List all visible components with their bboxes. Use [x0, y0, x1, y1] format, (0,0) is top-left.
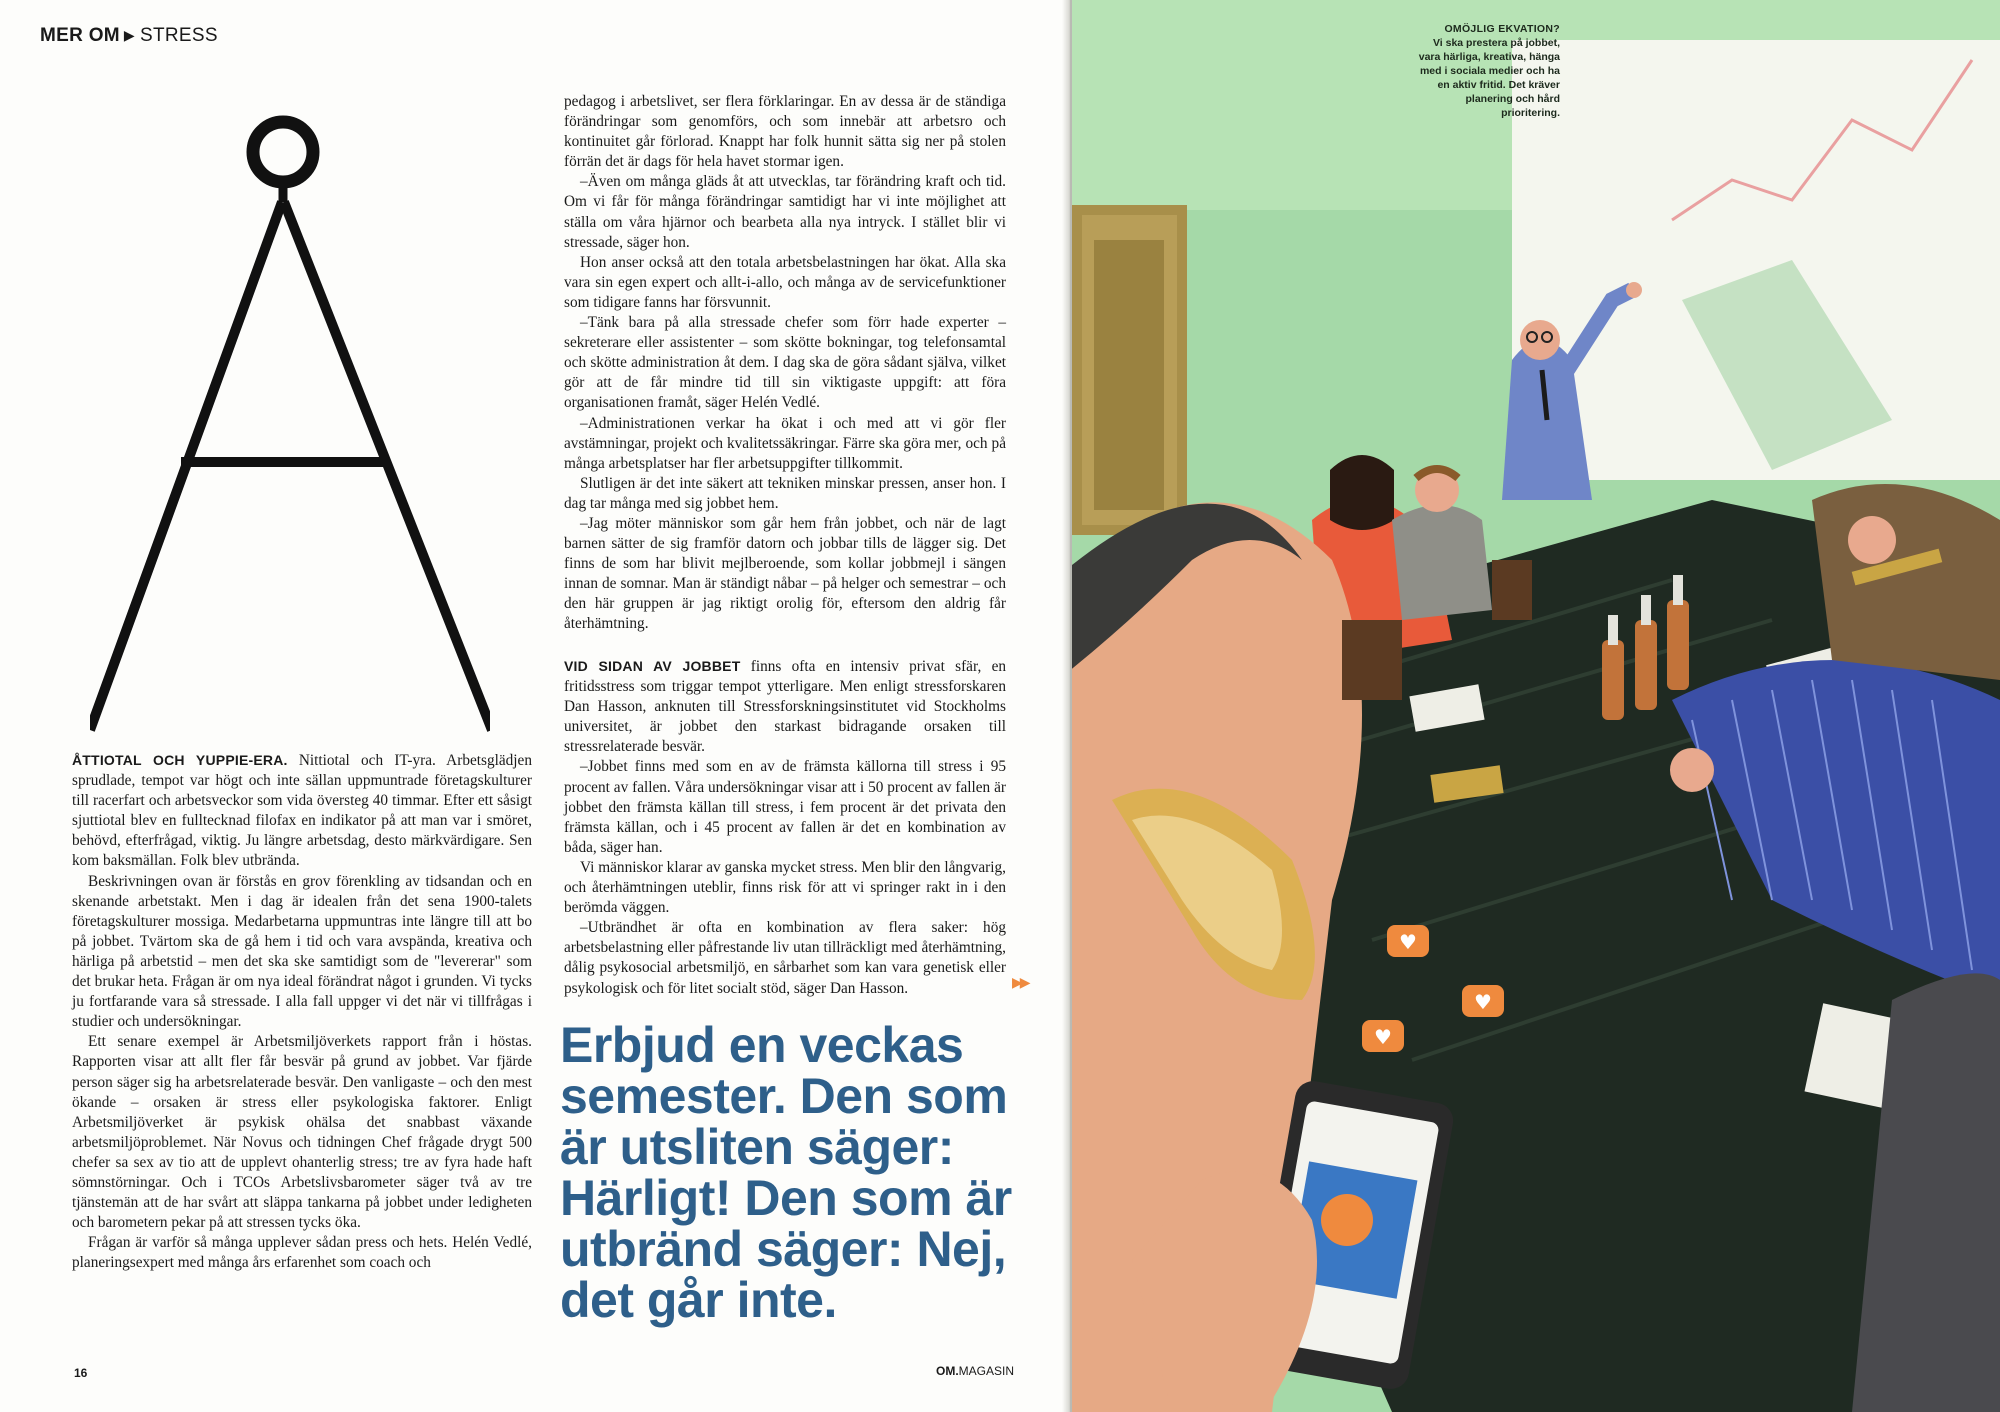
paragraph: Ett senare exempel är Arbetsmiljöverkets rapport från i höstas. Rapporten visar att allt fler får besvär på grund av jobbet. Var fjärde person säger sig ha arbetsrelaterade besvär. Den vanligaste – och den mest ökande – orsaken är stress eller psykologiska faktorer. Enligt Arbetsmiljöverket är psykisk ohälsa det snabbast växande arbetsmiljöproblemet. När Novus och tidningen Chef frågade drygt 500 chefer sa sex av tio att de upplevt ohanterlig stress; tre av fyra hade haft sömnstörningar. Och i TCOs Arbetslivsbarometer säger två av tre tjänstemän att de har svårt att släppa tankarna på jobbet under ledigheten och barometern pekar på att stressen tycks öka.	[72, 1033, 532, 1232]
section-name: MER OM	[40, 25, 120, 46]
paragraph: Frågan är varför så många upplever sådan press och hets. Helén Vedlé, planeringsexpert med många års erfarenhet som coach och	[72, 1234, 532, 1272]
illustration-caption	[1410, 22, 1560, 120]
paragraph	[564, 656, 1006, 757]
magazine-logo	[936, 1364, 1014, 1378]
drop-cap-letter	[90, 110, 490, 750]
section-header	[40, 25, 218, 47]
continue-arrow-icon: ▶▶	[1012, 974, 1028, 990]
meeting-illustration	[1072, 0, 2000, 1412]
paragraph: –Jobbet finns med som en av de främsta källorna till stress i 95 procent av fallen. Våra undersökningar visar att i 50 procent av fallen är jobbet den främsta källan till stress, i fem procent är det privata den främsta källan, och i 45 procent av fallen är det en kombination av båda, säger han.	[564, 758, 1006, 856]
paragraph: –Tänk bara på alla stressade chefer som förr hade experter – sekreterare eller assistenter – som skötte bokningar, tog telefonsamtal och skötte administration åt dem. I dag ska de göra sådant själva, vilket gör att de får mindre tid till sin viktigaste uppgift: att föra organisationen framåt, säger Helén Vedlé.	[564, 314, 1006, 412]
paragraph: Slutligen är det inte säkert att tekniken minskar pressen, anser hon. I dag tar många med sig jobbet hem.	[564, 474, 1006, 512]
paragraph: –Jag möter människor som går hem från jobbet, och när de lagt barnen sätter de sig framför datorn och jobbar tills de lägger sig. Det finns de som har blivit mejlberoende, som kollar jobbmejl i sängen innan de somnar. Man är ständigt nåbar – på helger och semestrar – och den här gruppen är jag riktigt orolig för, eftersom den aldrig får återhämtning.	[564, 514, 1006, 633]
article-column-1	[72, 750, 532, 1273]
chair	[1342, 620, 1402, 700]
section-topic: STRESS	[139, 25, 218, 46]
chair	[1492, 560, 1532, 620]
paragraph-text: Nittiotal och IT-yra. Arbetsglädjen sprudlade, tempot var högt och inte sällan uppmuntrade företagskulturer till racerfart och arbetsveckor som vida översteg 40 timmar. Efter ett såsigt sjuttiotal blev en fulltecknad filofax en indikator på att man var i smöret, behövd, efterfrågad, viktig. Ju längre arbetsdag, desto märkvärdigare. Sen kom baksmällan. Folk blev utbrända.	[72, 752, 532, 870]
page-number: 16	[74, 1366, 88, 1380]
paragraph: –Administrationen verkar ha ökat i och med att vi gör fler avstämningar, projekt och kvalitetssäkringar. Färre ska göra mer, och på många arbetsplatser har fler arbetsuppgifter tillkommit.	[564, 414, 1006, 472]
man-with-pen	[1812, 484, 2000, 680]
paragraph	[72, 750, 532, 872]
svg-text:♥: ♥	[1474, 990, 1492, 1014]
svg-text:♥: ♥	[1374, 1025, 1392, 1049]
paragraph-lead: VID SIDAN AV JOBBET	[564, 658, 741, 674]
paragraph: Vi människor klarar av ganska mycket stress. Men blir den långvarig, och återhämtningen uteblir, finns risk för att vi springer rakt in i den berömda väggen.	[564, 858, 1006, 917]
article-column-2	[564, 92, 1006, 635]
paragraph-lead: ÅTTIOTAL OCH YUPPIE-ERA.	[72, 752, 288, 768]
article-column-3	[564, 656, 1006, 999]
paragraph: Beskrivningen ovan är förstås en grov förenkling av tidsandan och en skenande arbetstakt. Men i dag är idealen från det sena 1900-talets företagskulturer mossiga. Medarbetarna uppmuntras inte längre till att bo på jobbet. Tvärtom ska de gå hem i tid och vara avspända, kreativa och härliga på arbetstid – men det ska ske samtidigt som de "levererar" som det brukar heta. Frågan är om nya ideal förändrat något i grunden. Vi tycks ju fortfarande vara så stressade. I alla fall uppger vi det när vi tillfrågas i studier och undersökningar.	[72, 872, 532, 1031]
paragraph: Hon anser också att den totala arbetsbelastningen har ökat. Alla ska vara sin egen expert och allt-i-allo, och många av de servicefunktioner som tidigare fanns har försvunnit.	[564, 253, 1006, 311]
paragraph: –Även om många gläds åt att utvecklas, tar förändring kraft och tid. Om vi får för många förändringar samtidigt har vi inte möjlighet att ställa om våra hjärnor och bearbeta alla nya intryck. I stället blir vi stressade, säger hon.	[564, 173, 1006, 251]
caption-title: OMÖJLIG EKVATION?	[1444, 23, 1560, 35]
caption-text: Vi ska prestera på jobbet, vara härliga, kreativa, hänga med i sociala medier och ha en aktiv fritid. Det kräver planering och hård prioritering.	[1418, 37, 1560, 119]
drop-cap-ring	[253, 122, 313, 182]
paragraph: pedagog i arbetslivet, ser flera förklaringar. En av dessa är de ständiga förändringar som genomförs, och som innebär att arbetsro och kontinuitet går förlorad. Knappt har folk hunnit sätta sig ner på stolen förrän det är dags för hela havet stormar igen.	[564, 93, 1006, 171]
pull-quote: Erbjud en veckas semester. Den som är utsliten säger: Härligt! Den som är utbränd säger: Nej, det går inte.	[560, 1017, 1012, 1328]
logo-suffix: MAGASIN	[958, 1364, 1015, 1378]
paragraph: –Utbrändhet är ofta en kombination av flera saker: hög arbetsbelastning eller påfrestande liv utan tillräckligt med återhämtning, dålig psykosocial arbetsmiljö, en sårbarhet som kan vara genetisk eller psykologisk och för litet socialt stöd, säger Dan Hasson.	[564, 919, 1006, 997]
illustration-page	[1072, 0, 2000, 1412]
paragraph-text: finns ofta en intensiv privat sfär, en fritidsstress som triggar tempot ytterligare. Men enligt stressforskaren Dan Hasson, anknuten till Stressforskningsinstitutet vid Stockholms universitet, är jobbet den starkast bidragande orsaken till stressrelaterade besvär.	[564, 658, 1007, 756]
section-arrow-icon: ▶	[123, 27, 135, 43]
svg-text:♥: ♥	[1399, 930, 1417, 954]
logo-brand: OM.	[936, 1364, 959, 1378]
